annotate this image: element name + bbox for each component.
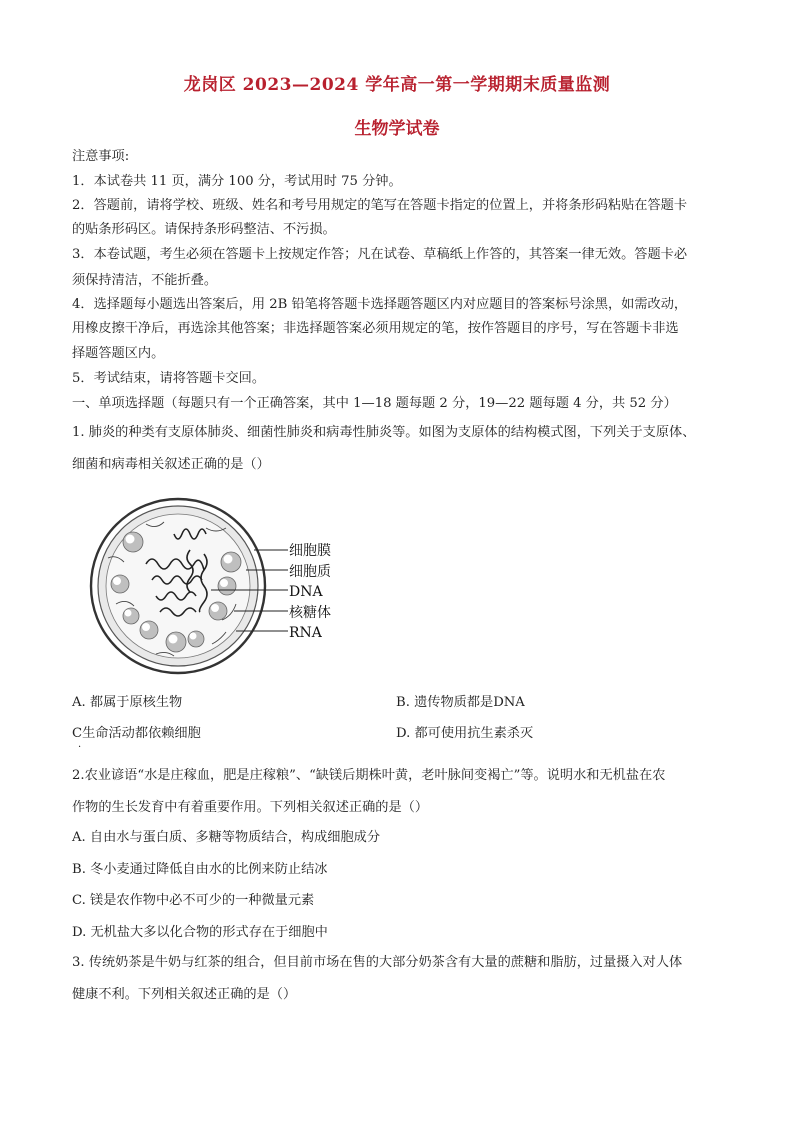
label-dna: DNA xyxy=(289,584,323,600)
q2-stem: 作物的生长发育中有着重要作用。下列相关叙述正确的是（） xyxy=(72,800,429,815)
section-heading: 一、单项选择题（每题只有一个正确答案，其中 1—18 题每题 2 分，19—22 题每题 4 分，共 52 分） xyxy=(72,396,677,411)
label-cytoplasm: 细胞质 xyxy=(289,564,331,580)
q1-option-c: C生命活动都依赖细胞 xyxy=(72,726,201,741)
q2-option-b: B. 冬小麦通过降低自由水的比例来防止结冰 xyxy=(72,862,328,877)
q1-stem: 细菌和病毒相关叙述正确的是（） xyxy=(72,457,270,472)
q1-option-a: A. 都属于原核生物 xyxy=(72,695,183,710)
note-line: 4．选择题每小题选出答案后，用 2B 铅笔将答题卡选择题答题区内对应题目的答案标号涂黑，如需改动， xyxy=(72,297,688,312)
note-line: 须保持清洁，不能折叠。 xyxy=(72,273,218,288)
note-line: 的贴条形码区。请保持条形码整洁、不污损。 xyxy=(72,222,336,237)
mycoplasma-diagram xyxy=(86,494,356,678)
label-rna: RNA xyxy=(289,625,322,641)
label-cell-membrane: 细胞膜 xyxy=(289,543,331,559)
note-line: 用橡皮擦干净后，再选涂其他答案；非选择题答案必须用规定的笔，按作答题目的序号，写在答题卡非选 xyxy=(72,321,679,336)
exam-subtitle: 生物学试卷 xyxy=(354,119,440,139)
q2-option-d: D. 无机盐大多以化合物的形式存在于细胞中 xyxy=(72,925,328,940)
note-line: 5．考试结束，请将答题卡交回。 xyxy=(72,371,266,386)
stray-dot: · xyxy=(78,742,82,753)
q3-stem: 健康不利。下列相关叙述正确的是（） xyxy=(72,987,297,1002)
note-line: 择题答题区内。 xyxy=(72,346,165,361)
q1-option-b: B. 遗传物质都是DNA xyxy=(396,695,525,710)
q1-stem: 1. 肺炎的种类有支原体肺炎、细菌性肺炎和病毒性肺炎等。如图为支原体的结构模式图，下列关于支原体、 xyxy=(72,425,696,440)
q1-option-d: D. 都可使用抗生素杀灭 xyxy=(396,726,534,741)
note-line: 1．本试卷共 11 页，满分 100 分，考试用时 75 分钟。 xyxy=(72,174,402,189)
exam-title: 龙岗区 2023—2024 学年高一第一学期期末质量监测 xyxy=(183,75,611,95)
notes-heading: 注意事项: xyxy=(72,149,130,164)
note-line: 2．答题前，请将学校、班级、姓名和考号用规定的笔写在答题卡指定的位置上，并将条形码粘贴在答题卡 xyxy=(72,198,688,213)
note-line: 3．本卷试题，考生必须在答题卡上按规定作答；凡在试卷、草稿纸上作答的，其答案一律无效。答题卡必 xyxy=(72,247,688,262)
q3-stem: 3. 传统奶茶是牛奶与红茶的组合，但目前市场在售的大部分奶茶含有大量的蔗糖和脂肪，过量摄入对人体 xyxy=(72,955,683,970)
q2-option-c: C. 镁是农作物中必不可少的一种微量元素 xyxy=(72,893,315,908)
q2-stem: 2.农业谚语“水是庄稼血，肥是庄稼粮”、“缺镁后期株叶黄，老叶脉间变褐亡”等。说明水和无机盐在农 xyxy=(72,768,666,783)
q2-option-a: A. 自由水与蛋白质、多糖等物质结合，构成细胞成分 xyxy=(72,830,381,845)
label-ribosome: 核糖体 xyxy=(289,605,331,621)
